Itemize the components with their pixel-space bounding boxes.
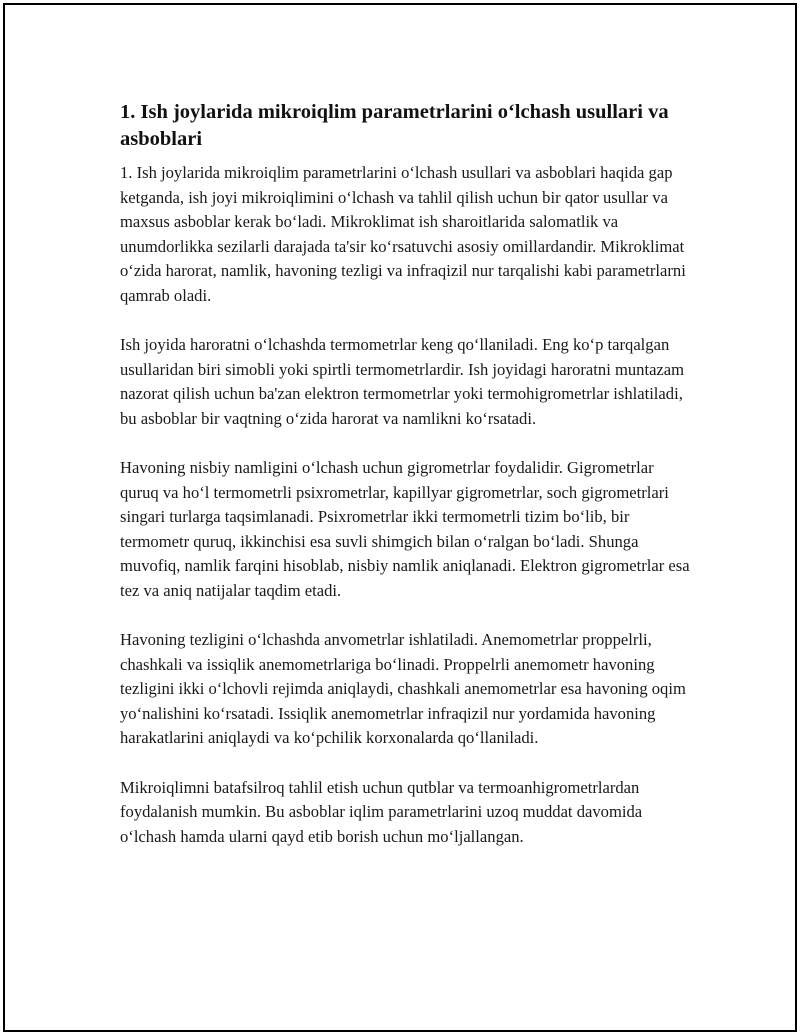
paragraph-temperature: Ish joyida haroratni o‘lchashda termometrlar keng qo‘llaniladi. Eng ko‘p tarqalgan usullaridan biri simobli yoki spirtli termometrlardir. Ish joyidagi haroratni muntazam nazorat qilish uchun ba'zan elektron termometrlar yoki termohigrometrlar ishlatiladi, bu asboblar bir vaqtning o‘zida harorat va namlikni ko‘rsatadi. [120,335,685,428]
paragraph-long-term-measurement: Mikroiqlimni batafsilroq tahlil etish uchun qutblar va termoanhigrometrlardan foydalanish mumkin. Bu asboblar iqlim parametrlarini uzoq muddat davomida o‘lchash hamda ularni qayd etib borish uchun mo‘ljallangan. [120,777,643,846]
document-page [3,3,797,1032]
paragraph-air-speed: Havoning tezligini o‘lchashda anvometrlar ishlatiladi. Anemometrlar proppelrli, chashkali va issiqlik anemometrlariga bo‘linadi. Proppelrli anemometr havoning tezligini ikki o‘lchovli rejimda aniqlaydi, chashkali anemometrlar esa havoning oqim yo‘nalishini ko‘rsatadi. Issiqlik anemometrlar infraqizil nur yordamida havoning harakatlarini aniqlaydi va ko‘pchilik korxonalarda qo‘llaniladi. [120,630,686,747]
paragraph-humidity: Havoning nisbiy namligini o‘lchash uchun gigrometrlar foydalidir. Gigrometrlar quruq va ho‘l termometrli psixrometrlar, kapillyar gigrometrlar, soch gigrometrlari singari turlarga taqsimlanadi. Psixrometrlar ikki termometrli tizim bo‘lib, bir termometr quruq, ikkinchisi esa suvli shimgich bilan o‘ralgan bo‘ladi. Shunga muvofiq, namlik farqini hisoblab, nisbiy namlik aniqlanadi. Elektron gigrometrlar esa tez va aniq natijalar taqdim etadi. [120,458,690,600]
paragraph-intro: 1. Ish joylarida mikroiqlim parametrlarini o‘lchash usullari va asboblari haqida gap ketganda, ish joyi mikroiqlimini o‘lchash va tahlil qilish uchun bir qator usullar va maxsus asboblar kerak bo‘ladi. Mikroklimat ish sharoitlarida salomatlik va unumdorlikka sezilarli darajada ta'sir ko‘rsatuvchi asosiy omillardandir. Mikroklimat o‘zida harorat, namlik, havoning tezligi va infraqizil nur tarqalishi kabi parametrlarni qamrab oladi. [120,163,686,305]
document-title: 1. Ish joylarida mikroiqlim parametrlarini o‘lchash usullari va asboblari [120,101,669,150]
document-body [120,99,690,874]
